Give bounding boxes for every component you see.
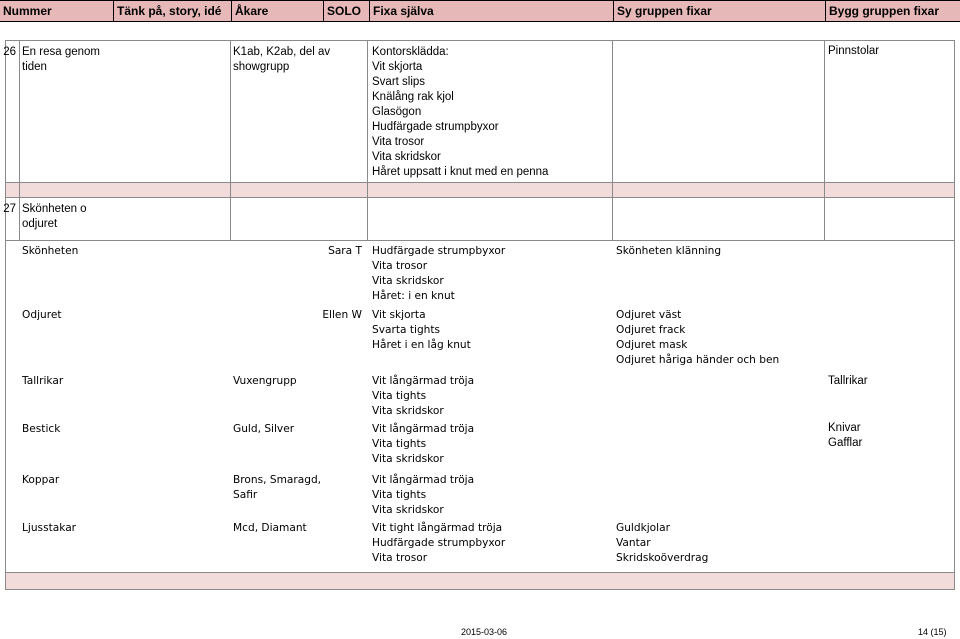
fixa-item: Vit skjorta	[372, 61, 423, 73]
fixa-item: Vita skridskor	[372, 275, 444, 287]
solo-name: Ellen W	[322, 309, 362, 321]
akare-item: Brons, Smaragd,	[233, 474, 322, 486]
footer-page: 14 (15)	[918, 627, 947, 637]
role-label: Koppar	[22, 474, 60, 486]
fixa-item: Glasögon	[372, 106, 422, 118]
fixa-item: Vita tights	[372, 438, 427, 450]
sy-item: Skönheten klänning	[616, 245, 722, 257]
skaters-line2: showgrupp	[233, 61, 290, 73]
akare-item: Safir	[233, 489, 258, 501]
fixa-item: Vita skridskor	[372, 151, 441, 163]
header-bygg: Bygg gruppen fixar	[829, 4, 940, 18]
akare-item: Vuxengrupp	[233, 375, 297, 387]
header-solo: SOLO	[324, 1, 370, 21]
row-divider	[5, 572, 955, 573]
row-divider	[5, 240, 955, 241]
act-number: 27	[3, 203, 16, 215]
fixa-item: Vita skridskor	[372, 504, 444, 516]
skaters-line1: K1ab, K2ab, del av	[233, 46, 331, 58]
column-divider	[612, 40, 613, 197]
fixa-item: Hudfärgade strumpbyxor	[372, 245, 506, 257]
fixa-item: Svart slips	[372, 76, 426, 88]
fixa-item: Håret: i en knut	[372, 290, 455, 302]
role-label: Skönheten	[22, 245, 79, 257]
role-label: Bestick	[22, 423, 61, 435]
bygg-item: Knivar	[828, 422, 861, 434]
column-header-bar	[0, 0, 960, 22]
solo-name: Sara T	[328, 245, 362, 257]
fixa-item: Vita tights	[372, 390, 427, 402]
separator-row	[6, 183, 954, 197]
header-fixa: Fixa själva	[370, 1, 614, 21]
bygg-item: Pinnstolar	[828, 45, 880, 57]
akare-item: Mcd, Diamant	[233, 522, 307, 534]
sy-item: Skridskoöverdrag	[616, 552, 709, 564]
fixa-item: Vita tights	[372, 489, 427, 501]
header-akare: Åkare	[232, 1, 324, 21]
column-divider	[367, 40, 368, 197]
column-divider	[612, 197, 613, 240]
header-sy: Sy gruppen fixar	[614, 1, 826, 21]
role-label: Odjuret	[22, 309, 62, 321]
sy-item: Guldkjolar	[616, 522, 670, 534]
row-divider	[5, 182, 955, 183]
bygg-item: Tallrikar	[828, 375, 868, 387]
fixa-item: Vit långärmad tröja	[372, 375, 475, 387]
sy-item: Odjuret mask	[616, 339, 688, 351]
fixa-item: Vita trosor	[372, 552, 428, 564]
header-nummer: Nummer	[0, 1, 114, 21]
fixa-item: Håret uppsatt i knut med en penna	[372, 166, 549, 178]
act-title-line2: tiden	[22, 61, 47, 73]
fixa-item: Vita skridskor	[372, 453, 444, 465]
sy-item: Odjuret frack	[616, 324, 686, 336]
act-number: 26	[3, 46, 16, 58]
bygg-item: Gafflar	[828, 437, 863, 449]
fixa-item: Vit långärmad tröja	[372, 474, 475, 486]
footer-date: 2015-03-06	[461, 627, 508, 637]
fixa-item: Vit långärmad tröja	[372, 423, 475, 435]
column-divider	[19, 40, 20, 197]
fixa-item: Håret i en låg knut	[372, 339, 471, 351]
column-divider	[230, 40, 231, 197]
fixa-item: Hudfärgade strumpbyxor	[372, 537, 506, 549]
fixa-item: Knälång rak kjol	[372, 91, 454, 103]
act-title-line1: Skönheten o	[22, 203, 87, 215]
fixa-item: Vita trosor	[372, 136, 425, 148]
column-divider	[230, 197, 231, 240]
fixa-item: Vit skjorta	[372, 309, 426, 321]
sy-item: Odjuret väst	[616, 309, 682, 321]
column-divider	[367, 197, 368, 240]
fixa-item: Vit tight långärmad tröja	[372, 522, 503, 534]
act-title-line2: odjuret	[22, 218, 58, 230]
fixa-item: Vita skridskor	[372, 405, 444, 417]
fixa-item: Kontorsklädda:	[372, 46, 449, 58]
row-divider	[5, 197, 955, 198]
fixa-item: Svarta tights	[372, 324, 441, 336]
role-label: Tallrikar	[22, 375, 64, 387]
fixa-item: Hudfärgade strumpbyxor	[372, 121, 499, 133]
akare-item: Guld, Silver	[233, 423, 295, 435]
role-label: Ljusstakar	[22, 522, 77, 534]
header-tank: Tänk på, story, idé	[114, 1, 232, 21]
fixa-item: Vita trosor	[372, 260, 428, 272]
act-title-line1: En resa genom	[22, 46, 100, 58]
column-divider	[824, 40, 825, 197]
column-divider	[19, 197, 20, 240]
separator-row	[6, 573, 954, 589]
sy-item: Odjuret håriga händer och ben	[616, 354, 780, 366]
sy-item: Vantar	[616, 537, 651, 549]
column-divider	[824, 197, 825, 240]
